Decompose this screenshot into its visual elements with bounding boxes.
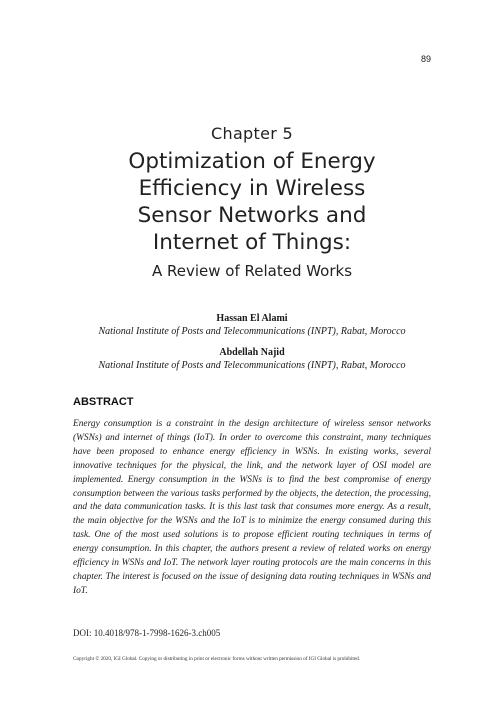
chapter-label: Chapter 5 (211, 124, 293, 143)
copyright-notice: Copyright © 2020, IGI Global. Copying or distributing in print or electronic forms without written permission of IGI Global is prohibited. (73, 656, 361, 662)
chapter-title-line: Optimization of Energy (128, 149, 376, 174)
chapter-title-line: Sensor Networks and (137, 203, 367, 228)
chapter-title-line: Efficiency in Wireless (138, 176, 366, 201)
author-name: Abdellah Najid (219, 347, 285, 358)
abstract-heading: ABSTRACT (73, 396, 134, 408)
abstract-body: Energy consumption is a constraint in the design architecture of wireless sensor networks (WSNs) and internet of things (IoT). In order to overcome this constraint, many techniques have been proposed to enhance energy efficiency in WSNs. In existing works, several innovative techniques for the physical, the link, and the network layer of OSI model are implemented. Energy consumption in the WSNs is to find the best compromise of energy consumption between the various tasks performed by the objects, the detection, the processing, and the data communication tasks. It is this last task that consumes more energy. As a result, the main objective for the WSNs and the IoT is to minimize the energy consumed during this task. One of the most used solutions is to propose efficient routing techniques in terms of energy consumption. In this chapter, the authors present a review of related works on energy efficiency in WSNs and IoT. The network layer routing protocols are the main concerns in this chapter. The interest is focused on the issue of designing data routing techniques in WSNs and IoT. (73, 419, 431, 596)
chapter-title-line: Internet of Things: (152, 230, 352, 255)
page-number: 89 (420, 54, 431, 64)
doi: DOI: 10.4018/978-1-7998-1626-3.ch005 (73, 628, 221, 638)
author-block (0, 312, 504, 338)
author-affiliation: National Institute of Posts and Telecommunications (INPT), Rabat, Morocco (98, 326, 406, 337)
author-affiliation: National Institute of Posts and Telecommunications (INPT), Rabat, Morocco (98, 360, 406, 371)
chapter-title (0, 148, 504, 256)
chapter-subtitle: A Review of Related Works (151, 262, 353, 280)
author-block (0, 346, 504, 372)
author-name: Hassan El Alami (216, 313, 288, 324)
